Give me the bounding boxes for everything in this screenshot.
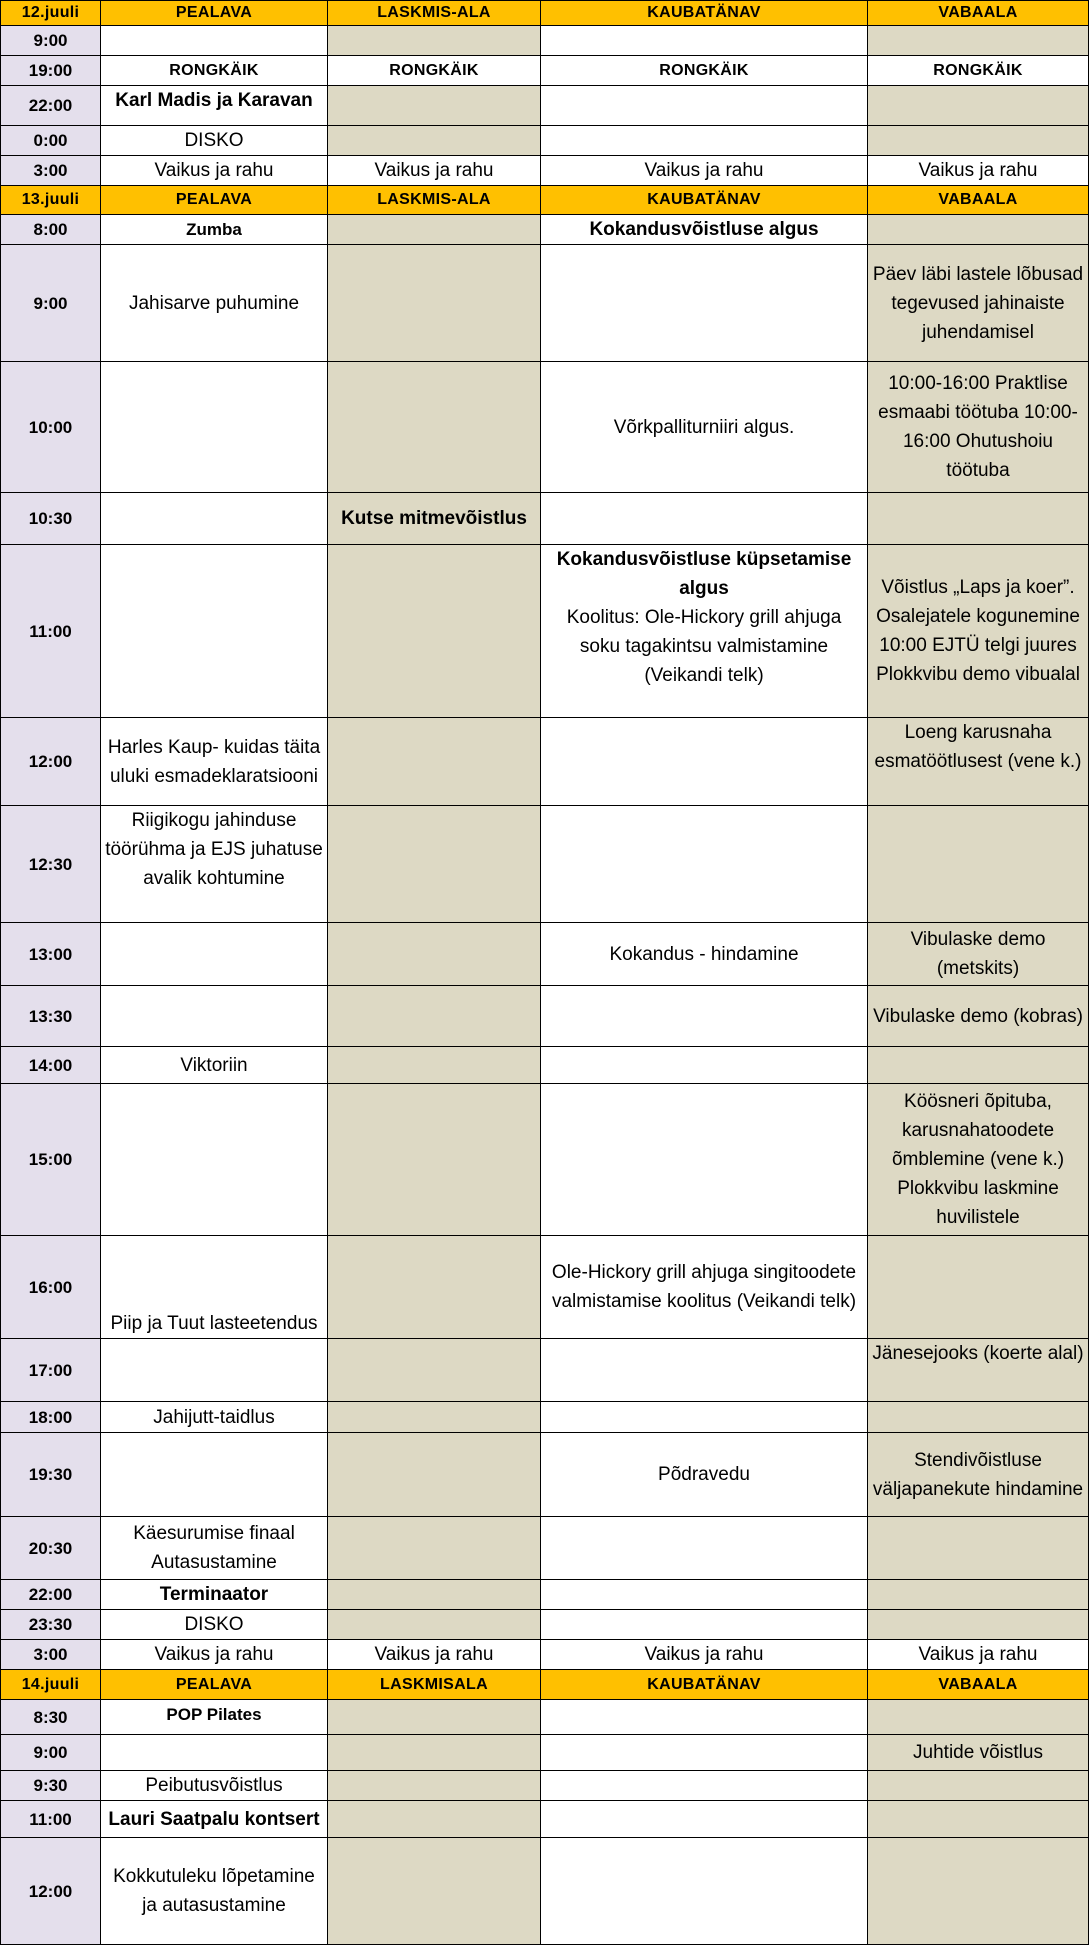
time-cell: 15:00 bbox=[1, 1084, 101, 1236]
cell-pealava: Jahisarve puhumine bbox=[101, 245, 328, 362]
cell-kaubatanav bbox=[541, 545, 868, 718]
cell-pealava bbox=[101, 986, 328, 1047]
cell-vabaala bbox=[868, 1771, 1089, 1801]
cell-laskmisala bbox=[328, 1339, 541, 1402]
cell-vabaala bbox=[868, 1580, 1089, 1610]
column-header-pealava: PEALAVA bbox=[101, 186, 328, 215]
cell-pealava: RONGKÄIK bbox=[101, 56, 328, 86]
cell-kaubatanav bbox=[541, 1801, 868, 1838]
table-row bbox=[1, 1801, 1089, 1838]
cell-kaubatanav bbox=[541, 1047, 868, 1084]
cell-pealava: DISKO bbox=[101, 1610, 328, 1640]
cell-vabaala bbox=[868, 1801, 1089, 1838]
cell-pealava: Riigikogu jahinduse töörühma ja EJS juhatuse avalik kohtumine bbox=[101, 806, 328, 923]
cell-laskmisala bbox=[328, 1047, 541, 1084]
time-cell: 17:00 bbox=[1, 1339, 101, 1402]
cell-pealava: Piip ja Tuut lasteetendus bbox=[101, 1236, 328, 1339]
cell-kaubatanav bbox=[541, 1084, 868, 1236]
cell-laskmisala: Vaikus ja rahu bbox=[328, 156, 541, 186]
cell-vabaala bbox=[868, 1700, 1089, 1735]
table-row bbox=[1, 806, 1089, 923]
column-header-vabaala: VABAALA bbox=[868, 1670, 1089, 1700]
column-header-laskmisala: LASKMIS-ALA bbox=[328, 1, 541, 26]
cell-pealava bbox=[101, 1433, 328, 1517]
cell-laskmisala bbox=[328, 1084, 541, 1236]
cell-vabaala: Köösneri õpituba, karusnahatoodete õmblemine (vene k.) Plokkvibu laskmine huvilistele bbox=[868, 1084, 1089, 1236]
cell-vabaala: Vaikus ja rahu bbox=[868, 156, 1089, 186]
time-cell: 12:30 bbox=[1, 806, 101, 923]
cell-laskmisala bbox=[328, 362, 541, 493]
table-row bbox=[1, 1700, 1089, 1735]
cell-pealava bbox=[101, 1735, 328, 1771]
cell-laskmisala bbox=[328, 1700, 541, 1735]
cell-pealava bbox=[101, 493, 328, 545]
table-row bbox=[1, 545, 1089, 718]
cell-vabaala: Vaikus ja rahu bbox=[868, 1640, 1089, 1670]
time-cell: 10:30 bbox=[1, 493, 101, 545]
time-cell: 12:00 bbox=[1, 1838, 101, 1945]
time-cell: 9:30 bbox=[1, 1771, 101, 1801]
cell-pealava bbox=[101, 362, 328, 493]
cell-kaubatanav: Võrkpalliturniiri algus. bbox=[541, 362, 868, 493]
time-cell: 8:30 bbox=[1, 1700, 101, 1735]
cell-vabaala: Stendivõistluse väljapanekute hindamine bbox=[868, 1433, 1089, 1517]
time-cell: 22:00 bbox=[1, 86, 101, 126]
cell-vabaala bbox=[868, 26, 1089, 56]
table-row bbox=[1, 1517, 1089, 1580]
time-cell: 22:00 bbox=[1, 1580, 101, 1610]
cell-pealava bbox=[101, 545, 328, 718]
cell-kaubatanav bbox=[541, 1771, 868, 1801]
column-header-kaubatanav: KAUBATÄNAV bbox=[541, 1670, 868, 1700]
time-cell: 18:00 bbox=[1, 1402, 101, 1433]
cell-vabaala bbox=[868, 126, 1089, 156]
cell-vabaala bbox=[868, 1402, 1089, 1433]
cell-kaubatanav: Vaikus ja rahu bbox=[541, 156, 868, 186]
table-row bbox=[1, 1838, 1089, 1945]
table-row bbox=[1, 1735, 1089, 1771]
time-cell: 11:00 bbox=[1, 545, 101, 718]
time-cell: 13:30 bbox=[1, 986, 101, 1047]
cell-laskmisala bbox=[328, 1433, 541, 1517]
cell-pealava: Peibutusvõistlus bbox=[101, 1771, 328, 1801]
day-date: 13.juuli bbox=[1, 186, 101, 215]
cell-vabaala bbox=[868, 1610, 1089, 1640]
table-row bbox=[1, 1236, 1089, 1339]
column-header-laskmisala: LASKMIS-ALA bbox=[328, 186, 541, 215]
table-row bbox=[1, 126, 1089, 156]
table-row bbox=[1, 215, 1089, 245]
table-row bbox=[1, 156, 1089, 186]
day-header-row bbox=[1, 1, 1089, 26]
cell-laskmisala bbox=[328, 86, 541, 126]
time-cell: 9:00 bbox=[1, 26, 101, 56]
cell-kaubatanav: Vaikus ja rahu bbox=[541, 1640, 868, 1670]
cell-vabaala: Vibulaske demo (kobras) bbox=[868, 986, 1089, 1047]
cell-pealava: Viktoriin bbox=[101, 1047, 328, 1084]
cell-vabaala: Loeng karusnaha esmatöötlusest (vene k.) bbox=[868, 718, 1089, 806]
table-row bbox=[1, 718, 1089, 806]
cell-kaubatanav bbox=[541, 26, 868, 56]
day-date: 14.juuli bbox=[1, 1670, 101, 1700]
time-cell: 3:00 bbox=[1, 156, 101, 186]
cell-kaubatanav bbox=[541, 1339, 868, 1402]
table-row bbox=[1, 56, 1089, 86]
time-cell: 14:00 bbox=[1, 1047, 101, 1084]
cell-laskmisala bbox=[328, 1236, 541, 1339]
cell-kaubatanav bbox=[541, 245, 868, 362]
cell-laskmisala bbox=[328, 126, 541, 156]
cell-kaubatanav-text: Koolitus: Ole-Hickory grill ahjuga soku tagakintsu valmistamine (Veikandi telk) bbox=[566, 607, 842, 686]
column-header-pealava: PEALAVA bbox=[101, 1, 328, 26]
table-row bbox=[1, 1610, 1089, 1640]
cell-kaubatanav bbox=[541, 1610, 868, 1640]
cell-kaubatanav: Põdravedu bbox=[541, 1433, 868, 1517]
time-cell: 9:00 bbox=[1, 1735, 101, 1771]
column-header-vabaala: VABAALA bbox=[868, 1, 1089, 26]
cell-vabaala: RONGKÄIK bbox=[868, 56, 1089, 86]
cell-laskmisala bbox=[328, 718, 541, 806]
table-row bbox=[1, 26, 1089, 56]
cell-pealava bbox=[101, 1339, 328, 1402]
time-cell: 9:00 bbox=[1, 245, 101, 362]
cell-pealava bbox=[101, 923, 328, 986]
cell-vabaala: 10:00-16:00 Praktlise esmaabi töötuba 10:00-16:00 Ohutushoiu töötuba bbox=[868, 362, 1089, 493]
time-cell: 20:30 bbox=[1, 1517, 101, 1580]
cell-laskmisala bbox=[328, 26, 541, 56]
cell-laskmisala bbox=[328, 923, 541, 986]
time-cell: 19:00 bbox=[1, 56, 101, 86]
cell-kaubatanav bbox=[541, 1517, 868, 1580]
cell-vabaala bbox=[868, 1047, 1089, 1084]
cell-pealava: Vaikus ja rahu bbox=[101, 156, 328, 186]
time-cell: 11:00 bbox=[1, 1801, 101, 1838]
table-row bbox=[1, 1640, 1089, 1670]
cell-pealava: Käesurumise finaal Autasustamine bbox=[101, 1517, 328, 1580]
table-row bbox=[1, 493, 1089, 545]
cell-laskmisala bbox=[328, 806, 541, 923]
cell-pealava: Harles Kaup- kuidas täita uluki esmadeklaratsiooni bbox=[101, 718, 328, 806]
table-row bbox=[1, 86, 1089, 126]
day-header-row bbox=[1, 1670, 1089, 1700]
cell-vabaala: Juhtide võistlus bbox=[868, 1735, 1089, 1771]
table-row bbox=[1, 362, 1089, 493]
cell-laskmisala bbox=[328, 215, 541, 245]
cell-vabaala bbox=[868, 1517, 1089, 1580]
cell-pealava: Terminaator bbox=[101, 1580, 328, 1610]
column-header-pealava: PEALAVA bbox=[101, 1670, 328, 1700]
time-cell: 23:30 bbox=[1, 1610, 101, 1640]
cell-kaubatanav bbox=[541, 1735, 868, 1771]
table-row bbox=[1, 1339, 1089, 1402]
cell-pealava: Vaikus ja rahu bbox=[101, 1640, 328, 1670]
table-row bbox=[1, 1771, 1089, 1801]
time-cell: 8:00 bbox=[1, 215, 101, 245]
table-row bbox=[1, 986, 1089, 1047]
column-header-kaubatanav: KAUBATÄNAV bbox=[541, 186, 868, 215]
table-row bbox=[1, 1402, 1089, 1433]
cell-kaubatanav: Kokandusvõistluse algus bbox=[541, 215, 868, 245]
column-header-laskmisala: LASKMISALA bbox=[328, 1670, 541, 1700]
table-row bbox=[1, 1084, 1089, 1236]
cell-pealava: Zumba bbox=[101, 215, 328, 245]
table-row bbox=[1, 923, 1089, 986]
cell-pealava bbox=[101, 26, 328, 56]
cell-pealava bbox=[101, 1084, 328, 1236]
cell-laskmisala bbox=[328, 245, 541, 362]
time-cell: 19:30 bbox=[1, 1433, 101, 1517]
day-header-row bbox=[1, 186, 1089, 215]
cell-laskmisala bbox=[328, 986, 541, 1047]
cell-kaubatanav bbox=[541, 126, 868, 156]
column-header-kaubatanav: KAUBATÄNAV bbox=[541, 1, 868, 26]
cell-kaubatanav bbox=[541, 1838, 868, 1945]
time-cell: 3:00 bbox=[1, 1640, 101, 1670]
cell-vabaala bbox=[868, 86, 1089, 126]
cell-kaubatanav bbox=[541, 1402, 868, 1433]
cell-laskmisala: Kutse mitmevõistlus bbox=[328, 493, 541, 545]
cell-vabaala: Vibulaske demo (metskits) bbox=[868, 923, 1089, 986]
cell-pealava: Kokkutuleku lõpetamine ja autasustamine bbox=[101, 1838, 328, 1945]
cell-laskmisala: Vaikus ja rahu bbox=[328, 1640, 541, 1670]
cell-laskmisala: RONGKÄIK bbox=[328, 56, 541, 86]
cell-kaubatanav bbox=[541, 806, 868, 923]
cell-pealava: POP Pilates bbox=[101, 1700, 328, 1735]
cell-kaubatanav bbox=[541, 986, 868, 1047]
cell-kaubatanav: Ole-Hickory grill ahjuga singitoodete valmistamise koolitus (Veikandi telk) bbox=[541, 1236, 868, 1339]
time-cell: 10:00 bbox=[1, 362, 101, 493]
cell-pealava: DISKO bbox=[101, 126, 328, 156]
cell-laskmisala bbox=[328, 1801, 541, 1838]
cell-vabaala bbox=[868, 1838, 1089, 1945]
cell-vabaala: Jänesejooks (koerte alal) bbox=[868, 1339, 1089, 1402]
cell-kaubatanav bbox=[541, 1580, 868, 1610]
cell-pealava: Lauri Saatpalu kontsert bbox=[101, 1801, 328, 1838]
time-cell: 16:00 bbox=[1, 1236, 101, 1339]
time-cell: 0:00 bbox=[1, 126, 101, 156]
cell-kaubatanav bbox=[541, 86, 868, 126]
cell-vabaala bbox=[868, 806, 1089, 923]
cell-laskmisala bbox=[328, 1610, 541, 1640]
cell-vabaala: Päev läbi lastele lõbusad tegevused jahinaiste juhendamisel bbox=[868, 245, 1089, 362]
cell-vabaala bbox=[868, 1236, 1089, 1339]
cell-laskmisala bbox=[328, 1402, 541, 1433]
cell-laskmisala bbox=[328, 1771, 541, 1801]
cell-vabaala bbox=[868, 493, 1089, 545]
table-row bbox=[1, 1433, 1089, 1517]
cell-kaubatanav bbox=[541, 1700, 868, 1735]
cell-kaubatanav bbox=[541, 493, 868, 545]
table-row bbox=[1, 245, 1089, 362]
cell-vabaala bbox=[868, 215, 1089, 245]
cell-laskmisala bbox=[328, 545, 541, 718]
column-header-vabaala: VABAALA bbox=[868, 186, 1089, 215]
cell-pealava: Karl Madis ja Karavan bbox=[101, 86, 328, 126]
cell-kaubatanav: Kokandus - hindamine bbox=[541, 923, 868, 986]
day-date: 12.juuli bbox=[1, 1, 101, 26]
cell-laskmisala bbox=[328, 1838, 541, 1945]
time-cell: 12:00 bbox=[1, 718, 101, 806]
cell-kaubatanav: RONGKÄIK bbox=[541, 56, 868, 86]
table-row bbox=[1, 1580, 1089, 1610]
cell-laskmisala bbox=[328, 1517, 541, 1580]
cell-kaubatanav-title: Kokandusvõistluse küpsetamise algus bbox=[556, 549, 852, 599]
table-row bbox=[1, 1047, 1089, 1084]
cell-pealava: Jahijutt-taidlus bbox=[101, 1402, 328, 1433]
time-cell: 13:00 bbox=[1, 923, 101, 986]
cell-laskmisala bbox=[328, 1580, 541, 1610]
cell-kaubatanav bbox=[541, 718, 868, 806]
cell-vabaala: Võistlus „Laps ja koer”. Osalejatele kogunemine 10:00 EJTÜ telgi juures Plokkvibu demo vibualal bbox=[868, 545, 1089, 718]
cell-laskmisala bbox=[328, 1735, 541, 1771]
